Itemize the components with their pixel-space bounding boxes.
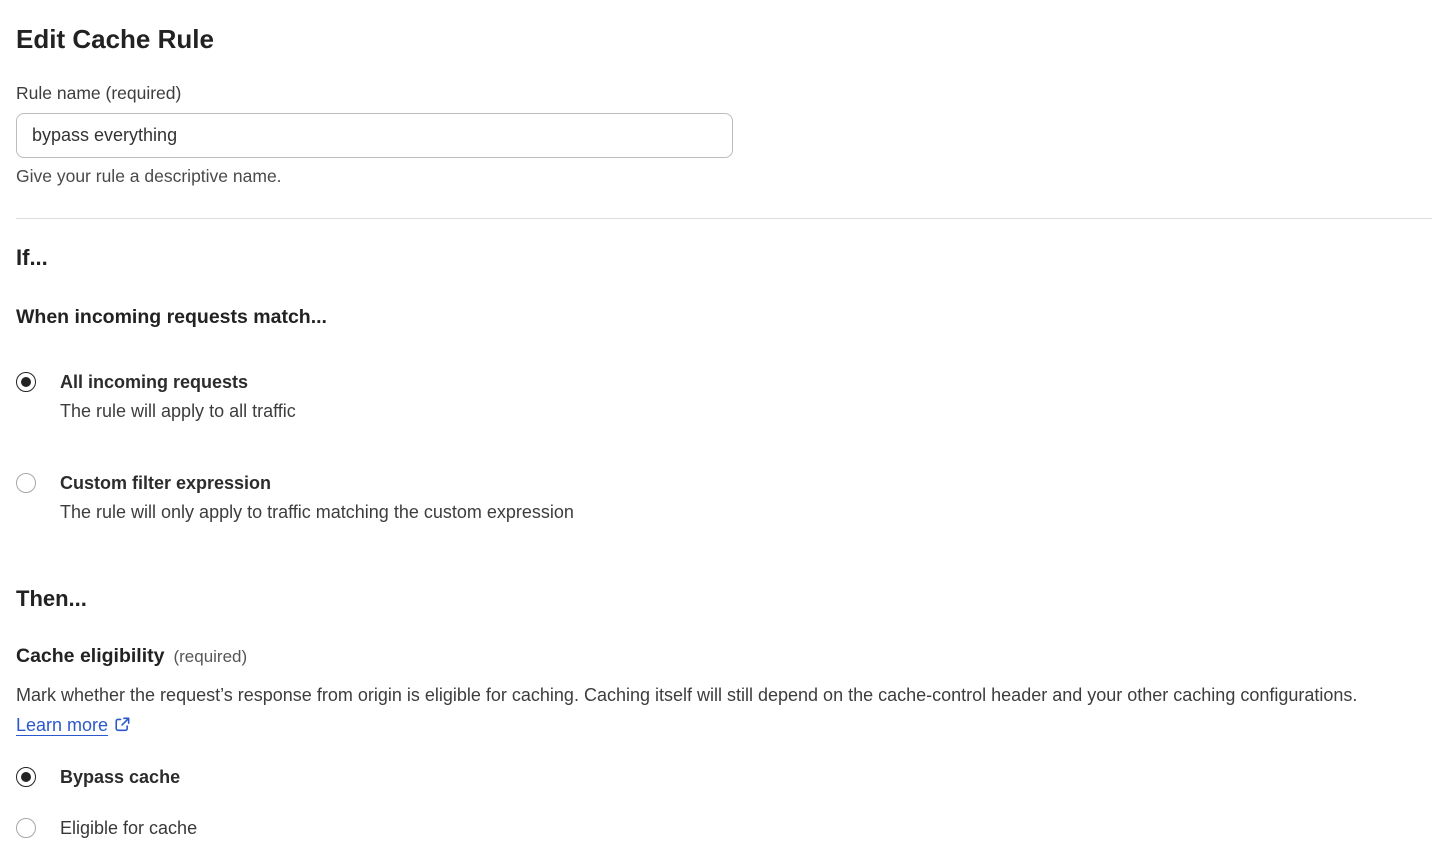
- learn-more-link[interactable]: Learn more: [16, 714, 109, 735]
- page-title: Edit Cache Rule: [16, 24, 214, 54]
- if-section-heading: If...: [16, 245, 48, 270]
- all-incoming-requests-description: The rule will apply to all traffic: [60, 401, 296, 421]
- cache-eligibility-description: [16, 681, 1418, 742]
- section-divider: [16, 218, 1432, 219]
- cache-eligibility-label: Cache eligibility: [16, 645, 165, 667]
- rule-name-label: Rule name (required): [16, 83, 182, 103]
- cache-eligibility-required-tag: (required): [173, 647, 248, 666]
- cache-eligibility-description-text: Mark whether the request’s response from origin is eligible for caching. Caching itself will still depend on the cache-control header and your other caching configurations.: [16, 685, 1358, 705]
- rule-name-helper: Give your rule a descriptive name.: [16, 166, 282, 186]
- radio-option-custom-filter-expression[interactable]: [16, 472, 1438, 523]
- incoming-requests-match-heading: When incoming requests match...: [16, 306, 327, 328]
- external-link-icon: [114, 713, 131, 743]
- eligible-for-cache-radio[interactable]: [16, 818, 36, 838]
- bypass-cache-label: Bypass cache: [60, 767, 181, 787]
- eligible-for-cache-label: Eligible for cache: [60, 818, 198, 838]
- radio-option-bypass-cache[interactable]: [16, 766, 1438, 788]
- bypass-cache-radio[interactable]: [16, 767, 36, 787]
- all-incoming-requests-label: All incoming requests: [60, 372, 249, 392]
- cache-eligibility-heading-row: [16, 644, 1438, 668]
- custom-filter-expression-radio[interactable]: [16, 473, 36, 493]
- all-incoming-requests-radio[interactable]: [16, 372, 36, 392]
- then-section-heading: Then...: [16, 586, 87, 611]
- rule-name-input[interactable]: [16, 113, 733, 158]
- custom-filter-expression-label: Custom filter expression: [60, 473, 272, 493]
- radio-option-eligible-for-cache[interactable]: [16, 817, 1438, 839]
- custom-filter-expression-description: The rule will only apply to traffic matching the custom expression: [60, 502, 574, 522]
- radio-option-all-incoming-requests[interactable]: [16, 371, 1438, 422]
